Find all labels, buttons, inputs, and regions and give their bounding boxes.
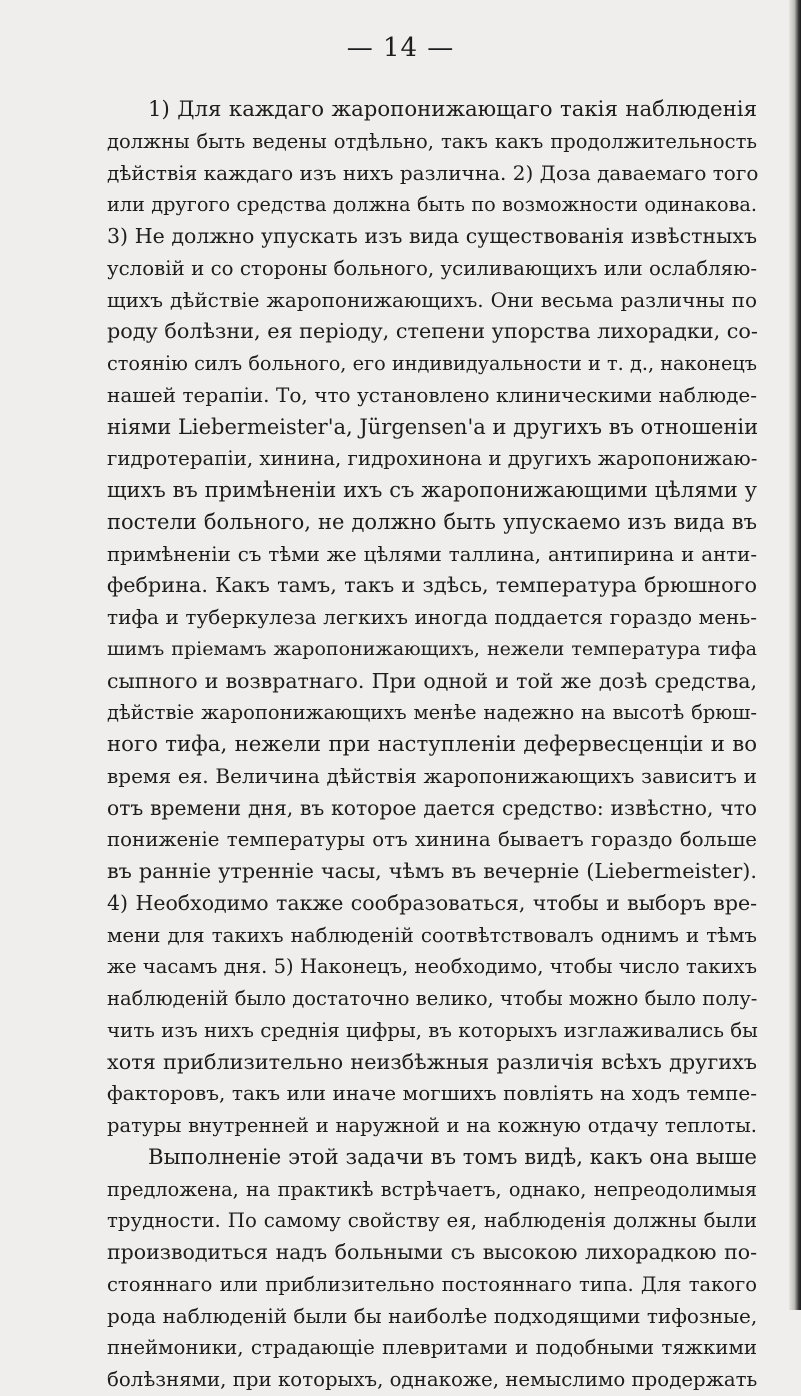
text-line: нашей терапіи. То, что установлено клиническими наблюде- (107, 382, 757, 407)
text-line: время ея. Величина дѣйствія жаропонижающихъ зависитъ и (107, 763, 757, 788)
text-line: хотя приблизительно неизбѣжныя различія всѣхъ другихъ (107, 1049, 757, 1074)
text-line: тифа и туберкулеза легкихъ иногда поддается гораздо мень- (107, 605, 757, 629)
text-line: шимъ пріемамъ жаропонижающихъ, нежели температура тифа (107, 637, 757, 660)
text-line: гидротерапіи, хинина, гидрохинона и другихъ жаропонижаю- (107, 447, 758, 471)
text-line: или другого средства должна быть по возможности одинакова. (107, 193, 757, 217)
text-line: факторовъ, такъ или иначе могшихъ повліять на ходъ темпе- (107, 1081, 757, 1106)
text-line: пониженіе температуры отъ хинина бываетъ гораздо больше (107, 828, 757, 852)
text-line: условій и со стороны больного, усиливающихъ или ослабляю- (107, 256, 757, 280)
text-line: 3) Не должно упускать изъ вида существованія извѣстныхъ (107, 224, 757, 248)
text-line: фебрина. Какъ тамъ, такъ и здѣсь, температура брюшного (107, 573, 757, 598)
text-line: 4) Необходимо также сообразоваться, чтобы и выборъ вре- (107, 890, 757, 915)
text-line: дѣйствія каждаго изъ нихъ различна. 2) Доза даваемаго того (107, 160, 759, 185)
text-line: производиться надъ больными съ высокою лихорадкою по- (107, 1240, 757, 1264)
text-line: сыпного и возвратнаго. При одной и той же дозѣ средства, (107, 668, 757, 693)
text-line: рода наблюденій были бы наиболѣе подходящими тифозные, (107, 1303, 758, 1328)
text-line: трудности. По самому свойству ея, наблюденія должны были (107, 1209, 757, 1233)
text-line: ратуры внутренней и наружной и на кожную отдачу теплоты. (107, 1114, 757, 1137)
text-line: отъ времени дня, въ которое дается средство: извѣстно, что (107, 795, 757, 820)
text-line: предложена, на практикѣ встрѣчаетъ, однако, непреодолимыя (107, 1177, 757, 1201)
page-number: — 14 — (346, 33, 455, 63)
text-line: 1) Для каждаго жаропонижающаго такія наблюденія (148, 97, 757, 122)
page-edge-shadow (789, 0, 801, 1310)
text-line: въ ранніе утренніе часы, чѣмъ въ вечерніе (Liebermeister). (107, 859, 757, 883)
text-line: мени для такихъ наблюденій соотвѣтствовалъ однимъ и тѣмъ (107, 923, 757, 947)
text-line: роду болѣзни, ея періоду, степени упорства лихорадки, со- (107, 319, 758, 344)
text-line: пнеймоники, страдающіе плевритами и подобными тяжкими (107, 1336, 757, 1360)
text-line: щихъ дѣйствіе жаропонижающихъ. Они весьма различны по (107, 287, 757, 312)
text-line: стояннаго или приблизительно постояннаго типа. Для такого (107, 1272, 757, 1296)
text-line: должны быть ведены отдѣльно, такъ какъ продолжительность (107, 129, 757, 153)
text-line: болѣзнями, при которыхъ, однакоже, немыслимо продержать (107, 1368, 758, 1391)
body-text (107, 94, 757, 1396)
text-line: ного тифа, нежели при наступленіи дефервесценціи и во (107, 732, 757, 757)
text-line: чить изъ нихъ среднія цифры, въ которыхъ изглаживались бы (107, 1018, 758, 1042)
text-line: стоянію силъ больного, его индивидуальности и т. д., наконецъ (107, 352, 757, 375)
text-line: дѣйствіе жаропонижающихъ менѣе надежно на высотѣ брюш- (107, 701, 757, 725)
text-line: щихъ въ примѣненіи ихъ съ жаропонижающими цѣлями у (107, 478, 757, 502)
text-line: же часамъ дня. 5) Наконецъ, необходимо, чтобы число такихъ (107, 955, 757, 979)
text-line: Выполненіе этой задачи въ томъ видѣ, какъ она выше (148, 1144, 757, 1170)
text-line: ніями Liebermeister'а, Jürgensen'а и другихъ въ отношеніи (107, 414, 759, 439)
text-line: примѣненіи съ тѣми же цѣлями таллина, антипирина и анти- (107, 542, 757, 566)
text-line: наблюденій было достаточно велико, чтобы можно было полу- (107, 987, 758, 1010)
text-line: постели больного, не должно быть упускаемо изъ вида въ (107, 509, 757, 534)
